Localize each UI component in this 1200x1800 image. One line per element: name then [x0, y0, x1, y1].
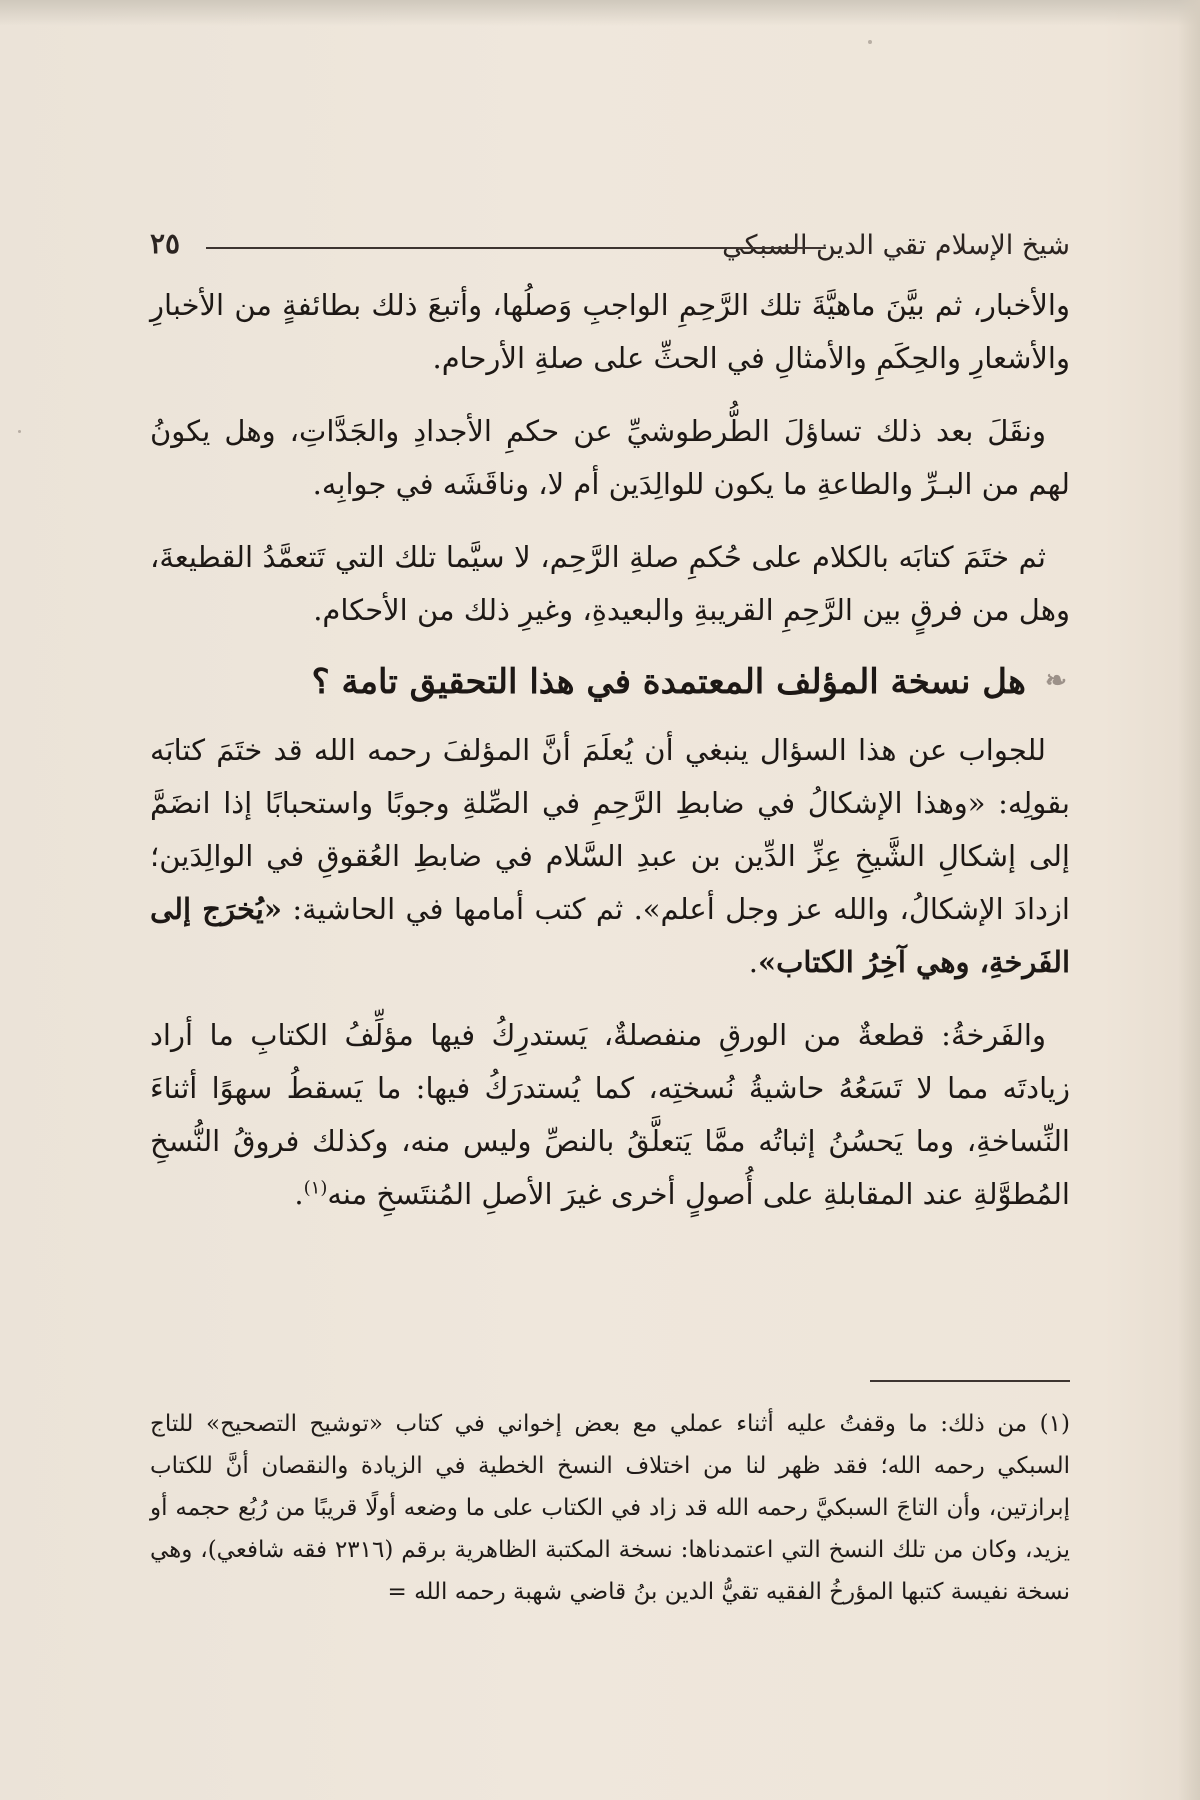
- page-edge-shadow: [1178, 0, 1200, 1800]
- margin-note-quote: «يُخرَج إلى الفَرخةِ، وهي آخِرُ الكتاب»: [150, 892, 1070, 979]
- running-title: شيخ الإسلام تقي الدين السبكي: [722, 230, 1070, 261]
- footnote-marker: (١): [303, 1177, 328, 1199]
- paragraph-3: ثم ختَمَ كتابَه بالكلام على حُكمِ صلةِ الرَّحِم، لا سيَّما تلك التي تَتعمَّدُ القطيعةَ، وهل من فرقٍ بين الرَّحِمِ القريبةِ والبعيدةِ، وغيرِ ذلك من الأحكام.: [150, 540, 1070, 627]
- page-top-shadow: [0, 0, 1200, 26]
- paragraph-4: [150, 724, 1070, 989]
- header-rule: [206, 247, 826, 249]
- paragraph-5-text: والفَرخةُ: قطعةٌ من الورقِ منفصلةٌ، يَستدرِكُ فيها مؤلِّفُ الكتابِ ما أراد زيادتَه مما لا تَسَعُهُ حاشيةُ نُسختِه، كما يُستدرَكُ فيها: ما يَسقطُ سهوًا أثناءَ النِّساخةِ، وما يَحسُنُ إثباتُه ممَّا يَتعلَّقُ بالنصِّ وليس منه، وكذلك فروقُ النُّسخِ المُطوَّلةِ عند المقابلةِ على أُصولٍ أخرى غيرَ الأصلِ المُنتَسخِ منه: [150, 1018, 1070, 1211]
- main-text: [150, 279, 1070, 1241]
- paper-speck: [868, 40, 872, 44]
- paper-speck: [18, 430, 21, 433]
- section-heading-text: هل نسخة المؤلف المعتمدة في هذا التحقيق تامة ؟: [311, 662, 1026, 702]
- book-page: [150, 225, 1070, 1685]
- running-header: [150, 225, 1070, 275]
- paragraph-2: ونقَلَ بعد ذلك تساؤلَ الطُّرطوشيِّ عن حكمِ الأجدادِ والجَدَّاتِ، وهل يكونُ لهم من البـرِّ والطاعةِ ما يكون للوالِدَين أم لا، وناقَشَه في جوابِه.: [150, 414, 1070, 501]
- footnote-separator: [870, 1380, 1070, 1382]
- section-heading: [150, 657, 1070, 706]
- leaf-ornament-icon: ❧: [1045, 666, 1067, 696]
- page-number: ٢٥: [150, 227, 181, 260]
- paragraph-4-end: .: [748, 945, 758, 979]
- footnote-1: (١) من ذلك: ما وقفتُ عليه أثناء عملي مع بعض إخواني في كتاب «توشيح التصحيح» للتاج السبكي رحمه الله؛ فقد ظهر لنا من اختلاف النسخ الخطية في الزيادة والنقصان أنَّ للكتاب إبرازتين، وأن التاجَ السبكيَّ رحمه الله قد زاد في الكتاب على ما وضعه أولًا قريبًا من رُبُع حجمه أو يزيد، وكان من تلك النسخ التي اعتمدناها: نسخة المكتبة الظاهرية برقم (٢٣١٦ فقه شافعي)، وهي نسخة نفيسة كتبها المؤرخُ الفقيه تقيُّ الدين بنُ قاضي شهبة رحمه الله =: [150, 1411, 1070, 1605]
- paragraph-1: والأخبار، ثم بيَّنَ ماهيَّةَ تلك الرَّحِمِ الواجبِ وَصلُها، وأتبعَ ذلك بطائفةٍ من الأخبارِ والأشعارِ والحِكَمِ والأمثالِ في الحثِّ على صلةِ الأرحام.: [150, 288, 1070, 375]
- paragraph-5: [150, 1009, 1070, 1221]
- paragraph-4-text: للجواب عن هذا السؤال ينبغي أن يُعلَمَ أنَّ المؤلفَ رحمه الله قد ختَمَ كتابَه بقولِه: «وهذا الإشكالُ في ضابطِ الرَّحِمِ في الصِّلةِ وجوبًا واستحبابًا إذا انضَمَّ إلى إشكالِ الشَّيخِ عِزِّ الدِّين بن عبدِ السَّلام في ضابطِ العُقوقِ في الوالِدَين؛ ازدادَ الإشكالُ، والله عز وجل أعلم». ثم كتب أمامها في الحاشية:: [150, 733, 1070, 926]
- paragraph-5-end: .: [294, 1177, 304, 1211]
